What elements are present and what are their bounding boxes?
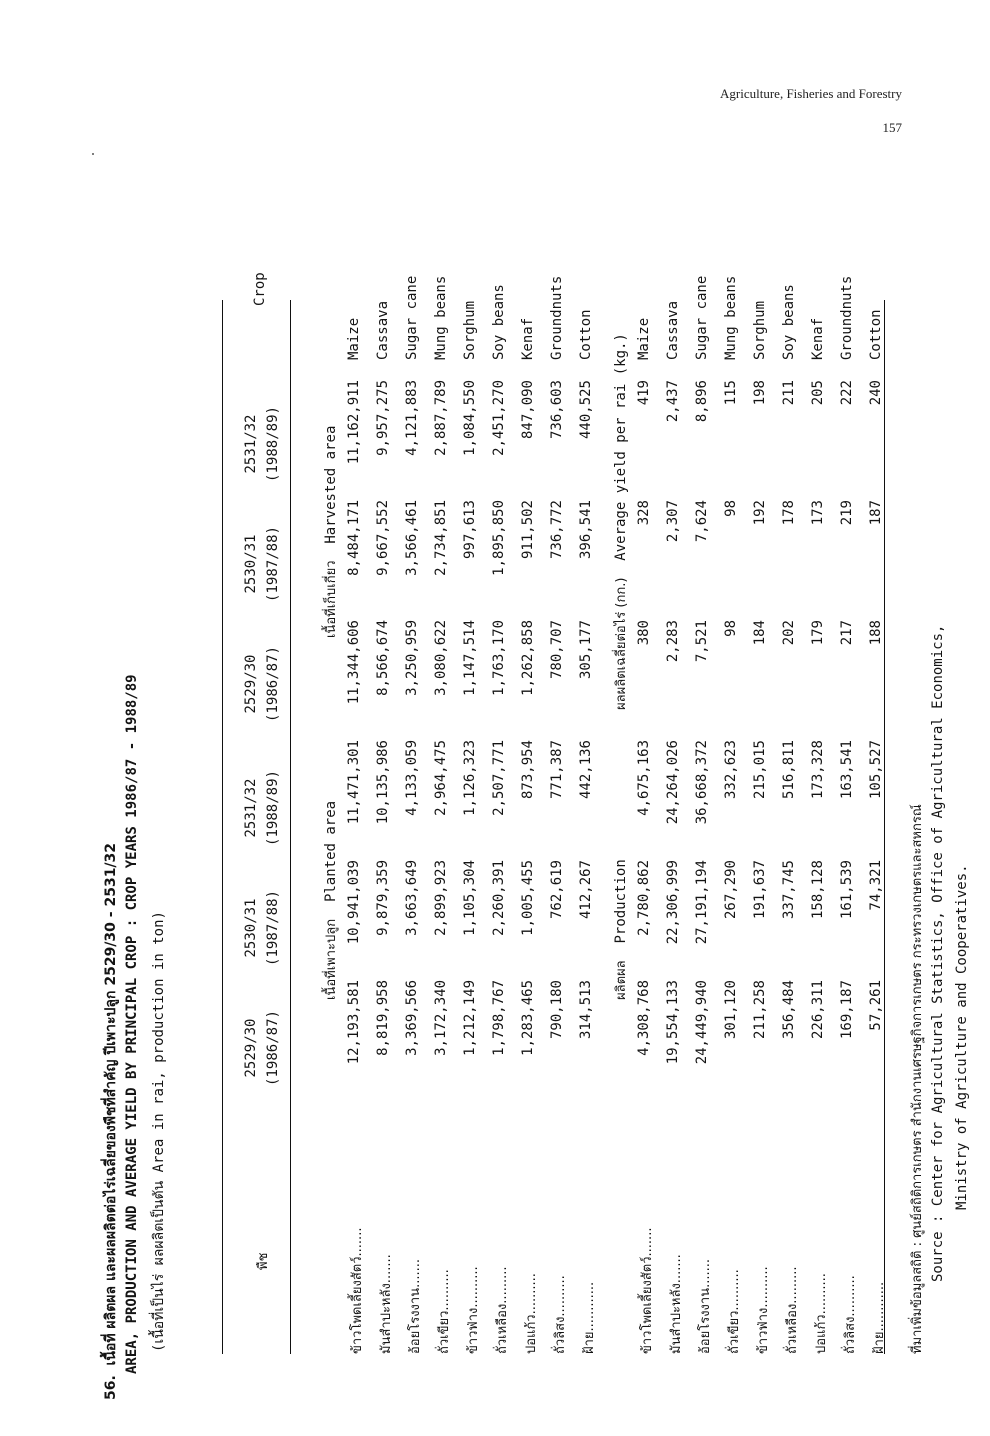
crop-label-en: Mung beans <box>433 275 449 360</box>
table-cell: 1,763,170 <box>491 620 507 696</box>
table-cell: 202 <box>781 620 797 646</box>
crop-header-en: Crop <box>252 272 268 306</box>
table-cell: 4,308,768 <box>636 980 652 1056</box>
table-cell: 1,126,323 <box>462 740 478 816</box>
chapter-title: Agriculture, Fisheries and Forestry <box>720 86 902 101</box>
table-cell: 2,437 <box>665 380 681 423</box>
table-cell: 205 <box>810 380 826 406</box>
table-cell: 24,264,026 <box>665 740 681 825</box>
table-cell: 2,307 <box>665 500 681 543</box>
crop-label-th: ข้าวฟ่าง.......... <box>466 1266 481 1354</box>
table-cell: 2,260,391 <box>491 860 507 936</box>
year-header-2: 2530/31 (1987/88) <box>243 890 281 966</box>
table-cell: 1,105,304 <box>462 860 478 936</box>
table-cell: 98 <box>723 500 739 517</box>
table-cell: 9,667,552 <box>375 500 391 576</box>
table-cell: 847,090 <box>520 380 536 440</box>
table-cell: 8,484,171 <box>346 500 362 576</box>
table-cell: 356,484 <box>781 980 797 1040</box>
table-cell: 2,734,851 <box>433 500 449 576</box>
table-cell: 161,539 <box>839 860 855 920</box>
header-rule <box>290 300 291 1354</box>
section-average-yield: ผลผลิตเฉลี่ยต่อไร่ (กก.) Average yield per rai (kg.) <box>613 333 629 710</box>
crop-label-th: ข้าวโพดเลี้ยงสัตว์....... <box>350 1227 365 1354</box>
table-cell: 1,283,465 <box>520 980 536 1056</box>
table-cell: 267,290 <box>723 860 739 920</box>
table-cell: 191,637 <box>752 860 768 920</box>
table-cell: 1,005,455 <box>520 860 536 936</box>
table-cell: 188 <box>868 620 884 646</box>
crop-label-th: ปอแก้ว.......... <box>524 1273 539 1354</box>
table-cell: 11,471,301 <box>346 740 362 825</box>
table-cell: 1,147,514 <box>462 620 478 696</box>
table-cell: 997,613 <box>462 500 478 560</box>
table-cell: 211 <box>781 380 797 406</box>
crop-label-en: Cotton <box>868 309 884 360</box>
crop-header-th: พืช <box>256 1252 271 1270</box>
table-cell: 301,120 <box>723 980 739 1040</box>
crop-label-en: Maize <box>636 317 652 360</box>
table-unit-note: (เนื้อที่เป็นไร่ ผลผลิตเป็นตัน Area in rai, production in ton) <box>151 911 167 1352</box>
table-cell: 198 <box>752 380 768 406</box>
table-cell: 19,554,133 <box>665 980 681 1065</box>
table-cell: 3,172,340 <box>433 980 449 1056</box>
crop-label-en: Maize <box>346 317 362 360</box>
table-cell: 4,121,883 <box>404 380 420 456</box>
table-cell: 3,566,461 <box>404 500 420 576</box>
table-cell: 442,136 <box>578 740 594 800</box>
year-header-5: 2530/31 (1987/88) <box>243 526 281 602</box>
crop-label-en: Soy beans <box>491 284 507 360</box>
table-cell: 24,449,940 <box>694 980 710 1065</box>
table-cell: 115 <box>723 380 739 406</box>
crop-label-en: Sorghum <box>752 300 768 360</box>
table-cell: 98 <box>723 620 739 637</box>
crop-label-th: ฝ้าย............ <box>872 1281 887 1354</box>
table-cell: 3,663,649 <box>404 860 420 936</box>
top-rule <box>222 300 223 1354</box>
table-cell: 240 <box>868 380 884 406</box>
section-planted-area: เนื้อที่เพาะปลูก Planted area <box>323 800 339 1000</box>
crop-label-th: ถั่วเหลือง......... <box>495 1266 510 1354</box>
table-cell: 178 <box>781 500 797 526</box>
table-cell: 11,344,606 <box>346 620 362 705</box>
table-cell: 226,311 <box>810 980 826 1040</box>
table-cell: 3,250,959 <box>404 620 420 696</box>
table-cell: 771,387 <box>549 740 565 800</box>
crop-label-th: ถั่วเขียว.......... <box>437 1269 452 1354</box>
table-cell: 105,527 <box>868 740 884 800</box>
table-title-th: 56. เนื้อที่ ผลิตผล และผลผลิตต่อไร่เฉลี่ยของพืชที่สำคัญ ปีเพาะปลูก 2529/30 - 2531/32 <box>103 842 119 1400</box>
table-cell: 215,015 <box>752 740 768 800</box>
table-cell: 762,619 <box>549 860 565 920</box>
table-cell: 179 <box>810 620 826 646</box>
table-cell: 3,369,566 <box>404 980 420 1056</box>
table-cell: 1,262,858 <box>520 620 536 696</box>
crop-label-th: ปอแก้ว.......... <box>814 1273 829 1354</box>
table-cell: 219 <box>839 500 855 526</box>
table-cell: 22,306,999 <box>665 860 681 945</box>
table-cell: 1,798,767 <box>491 980 507 1056</box>
table-cell: 2,899,923 <box>433 860 449 936</box>
crop-label-th: ถั่วเขียว.......... <box>727 1269 742 1354</box>
table-cell: 8,819,958 <box>375 980 391 1056</box>
table-title-en: AREA, PRODUCTION AND AVERAGE YIELD BY PRINCIPAL CROP : CROP YEARS 1986/87 - 1988/89 <box>124 674 140 1374</box>
table-cell: 187 <box>868 500 884 526</box>
table-cell: 184 <box>752 620 768 646</box>
table-cell: 4,133,059 <box>404 740 420 816</box>
table-cell: 516,811 <box>781 740 797 800</box>
table-cell: 2,451,270 <box>491 380 507 456</box>
table-cell: 8,566,674 <box>375 620 391 696</box>
crop-label-th: ข้าวโพดเลี้ยงสัตว์....... <box>640 1227 655 1354</box>
table-cell: 3,080,622 <box>433 620 449 696</box>
table-cell: 192 <box>752 500 768 526</box>
table-cell: 2,780,862 <box>636 860 652 936</box>
table-cell: 736,772 <box>549 500 565 560</box>
crop-label-en: Groundnuts <box>549 275 565 360</box>
table-cell: 2,964,475 <box>433 740 449 816</box>
table-cell: 4,675,163 <box>636 740 652 816</box>
source-note-en-continued: Ministry of Agriculture and Cooperatives. <box>954 864 970 1210</box>
crop-label-th: ถั่วลิสง.......... <box>843 1275 858 1354</box>
crop-label-en: Kenaf <box>520 317 536 360</box>
table-cell: 2,507,771 <box>491 740 507 816</box>
year-header-3: 2531/32 (1988/89) <box>243 770 281 846</box>
source-note-th: ที่มาเพิ่มข้อมูลสถิติ : ศูนย์สถิติการเกษตร สำนักงานเศรษฐกิจการเกษตร กระทรวงเกษตรและสหกรณ์ <box>910 804 925 1354</box>
bottom-rule <box>884 300 885 1354</box>
crop-label-en: Groundnuts <box>839 275 855 360</box>
crop-label-en: Mung beans <box>723 275 739 360</box>
crop-label-th: ถั่วเหลือง......... <box>785 1266 800 1354</box>
table-cell: 873,954 <box>520 740 536 800</box>
year-header-6: 2531/32 (1988/89) <box>243 406 281 482</box>
table-cell: 1,084,550 <box>462 380 478 456</box>
table-cell: 169,187 <box>839 980 855 1040</box>
table-cell: 74,321 <box>868 860 884 911</box>
crop-label-en: Cassava <box>665 300 681 360</box>
table-cell: 412,267 <box>578 860 594 920</box>
table-cell: 1,895,850 <box>491 500 507 576</box>
table-cell: 790,180 <box>549 980 565 1040</box>
table-cell: 10,941,039 <box>346 860 362 945</box>
table-cell: 12,193,581 <box>346 980 362 1065</box>
table-cell: 314,513 <box>578 980 594 1040</box>
crop-label-th: อ้อยโรงงาน....... <box>408 1258 423 1354</box>
crop-label-en: Cotton <box>578 309 594 360</box>
crop-label-en: Kenaf <box>810 317 826 360</box>
crop-label-th: อ้อยโรงงาน....... <box>698 1258 713 1354</box>
crop-label-en: Cassava <box>375 300 391 360</box>
table-cell: 328 <box>636 500 652 526</box>
crop-label-en: Sorghum <box>462 300 478 360</box>
table-cell: 173,328 <box>810 740 826 800</box>
table-cell: 911,502 <box>520 500 536 560</box>
crop-label-th: ฝ้าย............ <box>582 1281 597 1354</box>
table-cell: 736,603 <box>549 380 565 440</box>
section-production: ผลิตผล Production <box>613 859 629 1000</box>
page-number: 157 <box>882 120 902 135</box>
table-cell: 158,128 <box>810 860 826 920</box>
table-cell: 211,258 <box>752 980 768 1040</box>
table-cell: 440,525 <box>578 380 594 440</box>
year-header-1: 2529/30 (1986/87) <box>243 1010 281 1086</box>
table-cell: 9,957,275 <box>375 380 391 456</box>
table-cell: 7,624 <box>694 500 710 543</box>
table-cell: 11,162,911 <box>346 380 362 465</box>
table-cell: 163,541 <box>839 740 855 800</box>
table-cell: 337,745 <box>781 860 797 920</box>
table-cell: 1,212,149 <box>462 980 478 1056</box>
table-cell: 8,896 <box>694 380 710 423</box>
table-cell: 2,887,789 <box>433 380 449 456</box>
table-cell: 7,521 <box>694 620 710 663</box>
crop-label-th: มันสำปะหลัง....... <box>379 1254 394 1354</box>
source-note-en: Source : Center for Agricultural Statistics, Office of Agricultural Economics, <box>930 624 946 1282</box>
table-cell: 57,261 <box>868 980 884 1031</box>
table-cell: 173 <box>810 500 826 526</box>
crop-label-th: มันสำปะหลัง....... <box>669 1254 684 1354</box>
table-cell: 27,191,194 <box>694 860 710 945</box>
table-cell: 396,541 <box>578 500 594 560</box>
table-cell: 10,135,986 <box>375 740 391 825</box>
year-header-4: 2529/30 (1986/87) <box>243 646 281 722</box>
crop-label-en: Sugar cane <box>404 275 420 360</box>
table-cell: 419 <box>636 380 652 406</box>
table-cell: 380 <box>636 620 652 646</box>
table-cell: 332,623 <box>723 740 739 800</box>
crop-label-th: ข้าวฟ่าง.......... <box>756 1266 771 1354</box>
section-harvested-area: เนื้อที่เก็บเกี่ยว Harvested area <box>323 425 339 638</box>
table-cell: 780,707 <box>549 620 565 680</box>
crop-label-en: Sugar cane <box>694 275 710 360</box>
table-cell: 217 <box>839 620 855 646</box>
crop-label-en: Soy beans <box>781 284 797 360</box>
table-cell: 9,879,359 <box>375 860 391 936</box>
table-cell: 222 <box>839 380 855 406</box>
table-cell: 2,283 <box>665 620 681 663</box>
table-cell: 36,668,372 <box>694 740 710 825</box>
crop-label-th: ถั่วลิสง.......... <box>553 1275 568 1354</box>
table-cell: 305,177 <box>578 620 594 680</box>
